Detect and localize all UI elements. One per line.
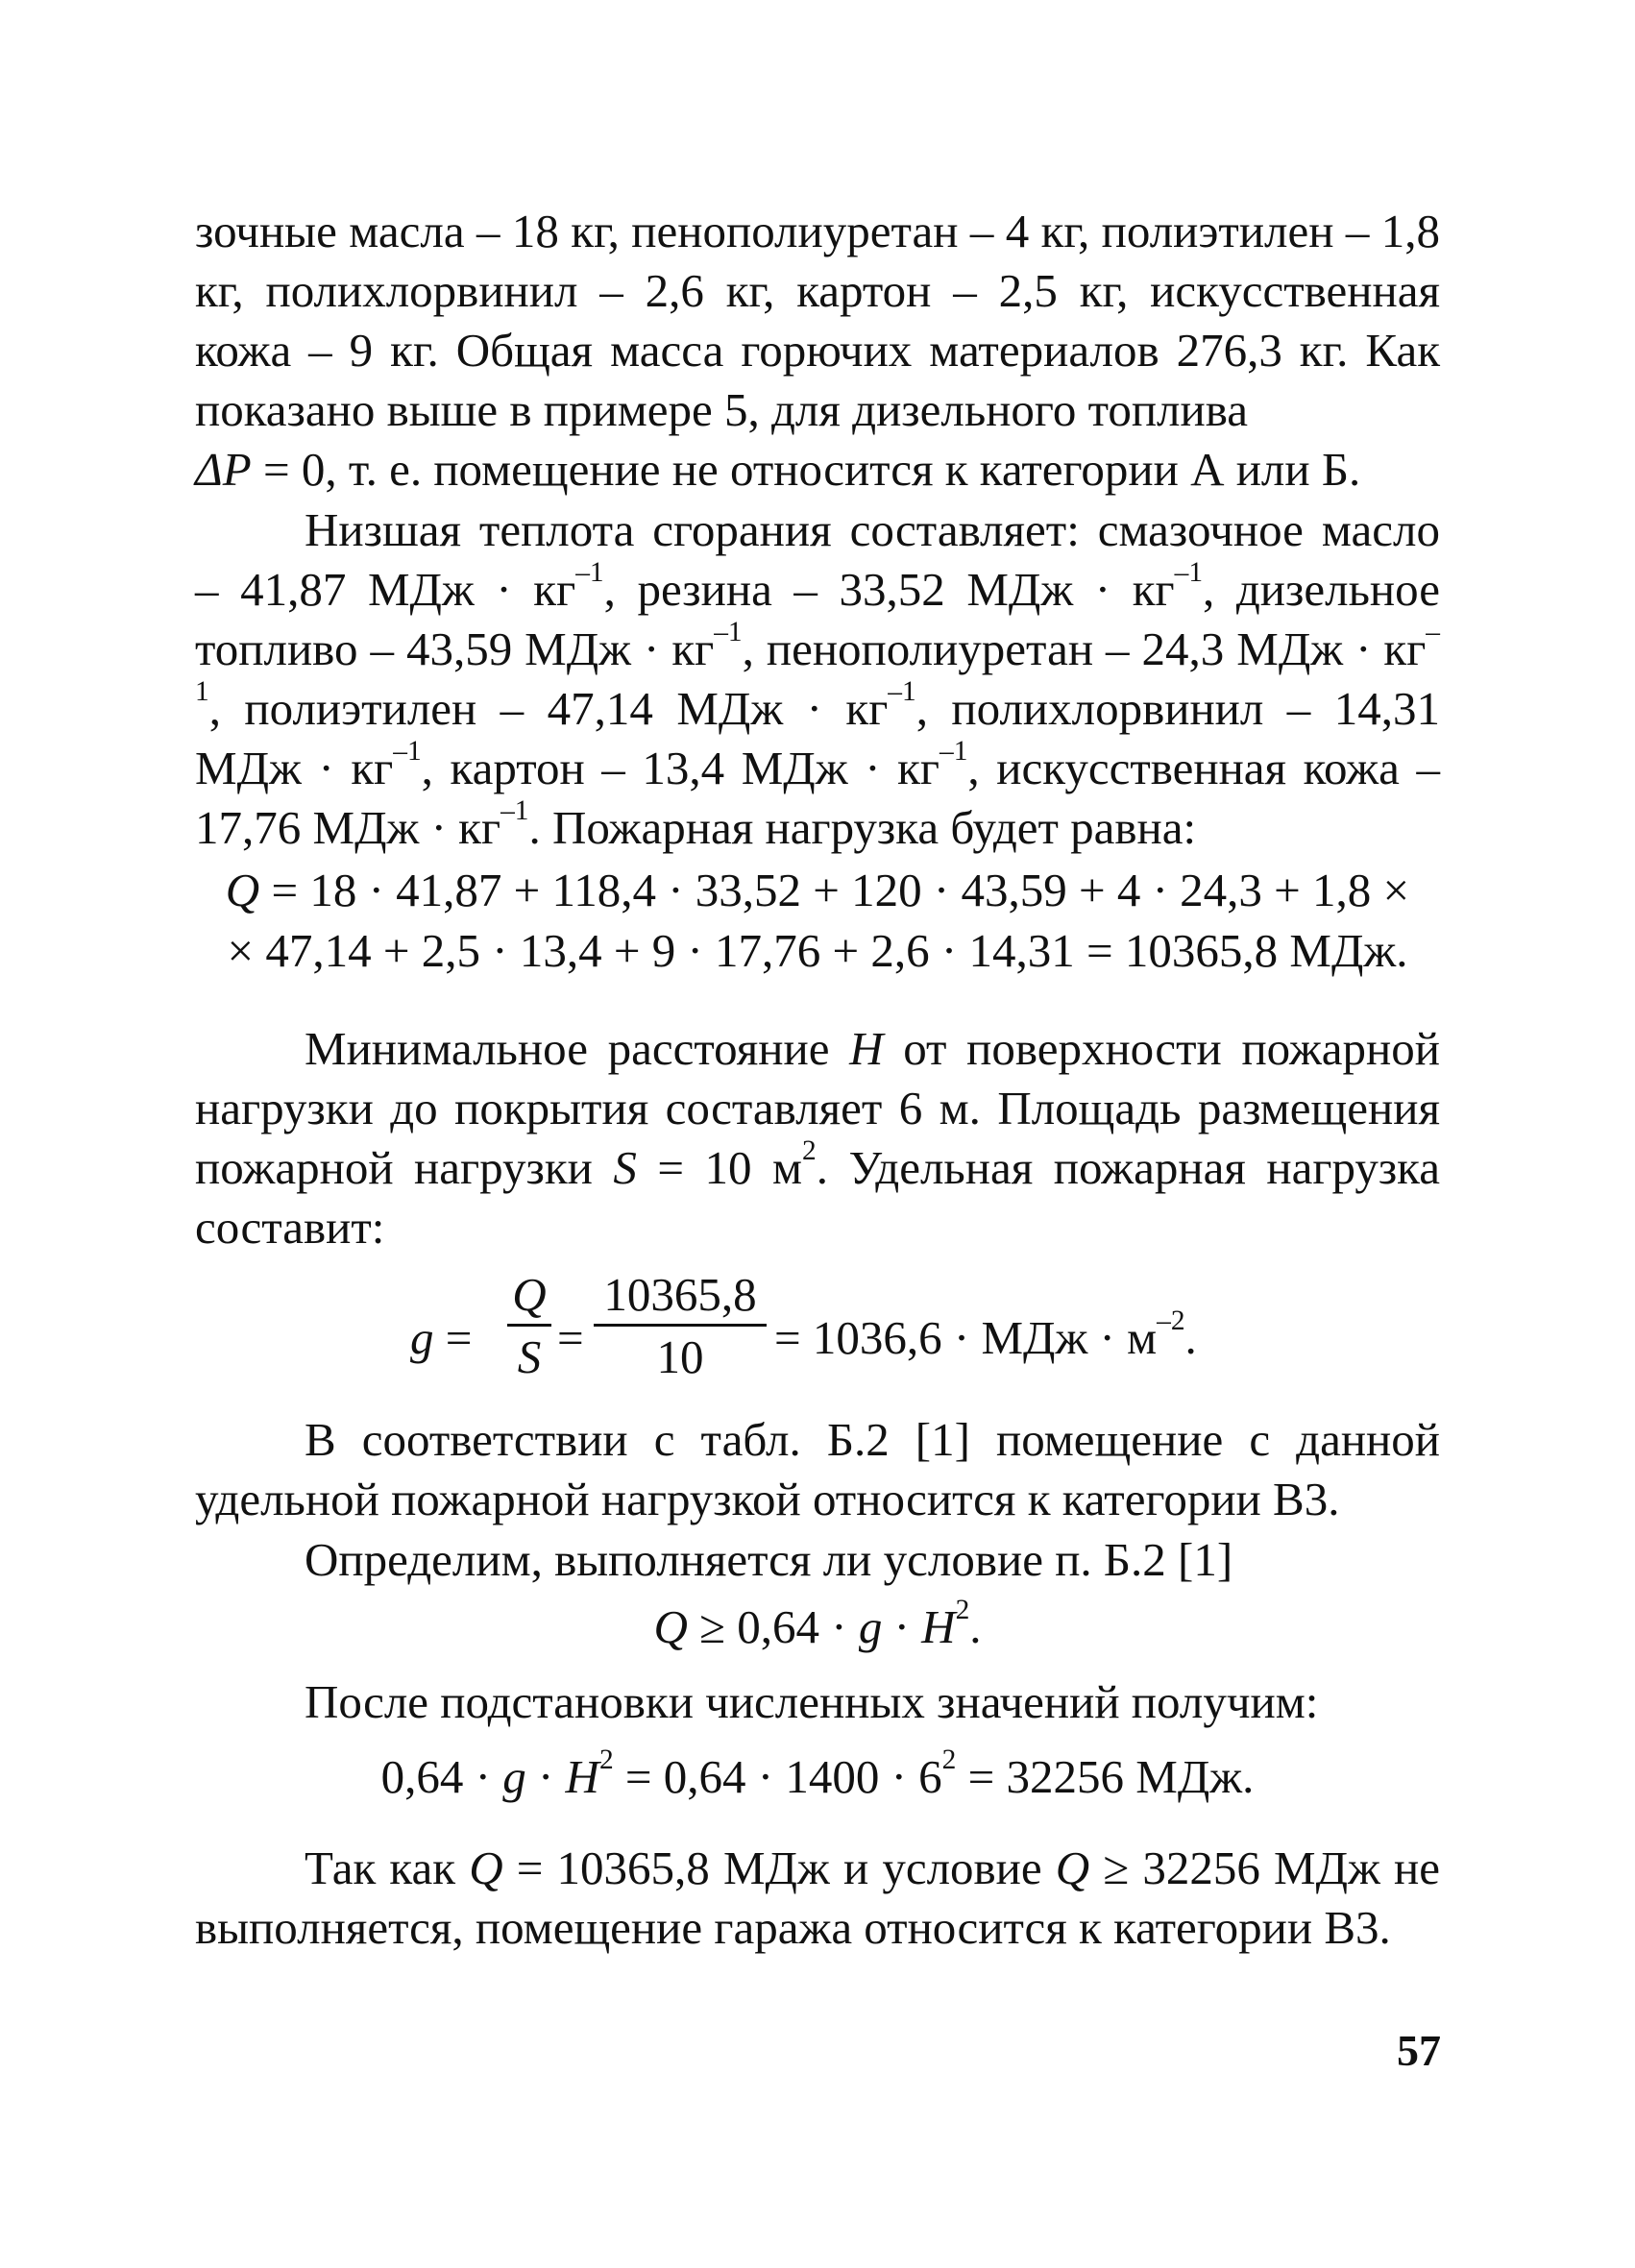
paragraph-5 [195,1530,1440,1590]
eq4-g: g [502,1750,526,1803]
eq2-numerator-value: 10365,8 [603,1268,757,1321]
eq3-h: H [921,1600,956,1653]
paragraph-7 [195,1839,1440,1958]
p7-q1: Q [469,1841,503,1894]
equation-4 [0,1744,1635,1807]
exp-2: –1 [1174,557,1204,589]
eq4-sq2: 2 [941,1744,957,1776]
paragraph-1-body: зочные масла – 18 кг, пенополиуретан – 4 кг, полиэтилен – 1,8 кг, полихлорвинил – 2,6 кг, картон – 2,5 кг, искусственная кожа – 9 кг. Общая масса горючих материалов 276,3 кг. Как показано выше в примере 5, для дизельного топлива [195,205,1440,436]
p3-s-symbol: S [613,1141,637,1194]
eq2-result [774,1305,1197,1368]
eq3-q: Q [653,1600,688,1653]
eq2-g-symbol: g [410,1311,434,1364]
eq4-sq: 2 [598,1744,614,1776]
exp-5: –1 [888,676,916,708]
p3-square-exp: 2 [802,1135,817,1167]
equation-1-line-2 [0,921,1635,981]
equation-1-line-1 [0,861,1635,920]
eq3-dot: · [882,1600,922,1653]
eq1-line1: = 18 · 41,87 + 118,4 · 33,52 + 120 · 43,59 + 4 · 24,3 + 1,8 × [259,864,1410,916]
p7-c: ≥ 32256 МДж не выполняется, помещение гаража относится к категории В3. [195,1841,1440,1954]
eq4-d: = 32256 МДж. [956,1750,1255,1803]
p2-part-h: , искусственная кожа – 17,76 МДж · кг [195,742,1440,854]
eq1-q-symbol: Q [225,864,260,916]
eq2-denominator-s: S [517,1330,542,1383]
eq3-mid: ≥ 0,64 · [687,1600,859,1653]
paragraph-4 [195,1410,1440,1529]
eq2-equals-2-text: = [557,1311,584,1364]
paragraph-3 [195,1019,1440,1257]
eq2-denominator-value: 10 [656,1330,704,1383]
eq2-exp: –2 [1157,1305,1185,1337]
exp-6: –1 [393,736,422,768]
p3-part-a: Минимальное расстояние [305,1022,850,1075]
equation-3 [0,1597,1635,1657]
eq2-equals-2 [557,1308,584,1368]
eq2-numerator-q: Q [512,1268,547,1321]
p2-part-a: Низшая теплота сгорания составляет: смазочное масло – 41,87 МДж · кг [195,503,1440,616]
delta-p-symbol: ΔP [195,443,252,496]
p3-part-c: = 10 м [636,1141,803,1194]
paragraph-5-text: Определим, выполняется ли условие п. Б.2 [1] [305,1533,1233,1586]
eq2-result-text: = 1036,6 · МДж · м [774,1311,1158,1364]
eq4-c: = 0,64 · 1400 · 6 [613,1750,942,1803]
eq2-fraction-q-s [507,1270,551,1382]
exp-7: –1 [940,736,968,768]
exp-4: –1 [195,617,1440,708]
eq2-fraction-values [594,1270,767,1382]
page-number: 57 [1397,2026,1441,2075]
paragraph-1-end: = 0, т. е. помещение не относится к категории А или Б. [251,443,1361,496]
fraction-bar [594,1324,767,1327]
p2-part-e: , полиэтилен – 47,14 МДж · кг [208,682,889,735]
eq4-a: 0,64 · [380,1750,503,1803]
eq2-g [410,1308,472,1368]
p2-part-c: , дизельное топливо – 43,59 МДж · кг [195,563,1440,675]
paragraph-7-text [195,1839,1440,1958]
paragraph-2-text [195,500,1440,858]
p2-part-d: , пенополиуретан – 24,3 МДж · кг [742,622,1427,675]
paragraph-1 [195,202,1440,500]
p2-part-g: , картон – 13,4 МДж · кг [421,742,940,794]
p7-a: Так как [305,1841,470,1894]
eq3-sq: 2 [955,1595,970,1626]
paragraph-6-text: После подстановки численных значений получим: [305,1675,1319,1728]
p7-q2: Q [1055,1841,1090,1894]
p2-part-f: , полихлорвинил – 14,31 МДж · кг [195,682,1440,794]
eq2-end: . [1184,1311,1197,1364]
p7-b: = 10365,8 МДж и условие [502,1841,1056,1894]
eq4-b: · [525,1750,566,1803]
p2-part-i: . Пожарная нагрузка будет равна: [528,801,1197,854]
p2-part-b: , резина – 33,52 МДж · кг [603,563,1175,616]
p3-h-symbol: H [849,1022,884,1075]
eq1-line2: × 47,14 + 2,5 · 13,4 + 9 · 17,76 + 2,6 · 14,31 = 10365,8 МДж. [227,924,1408,977]
p3-part-b: от поверхности пожарной нагрузки до покрытия составляет 6 м. Площадь размещения пожарной нагрузки [195,1022,1440,1194]
exp-1: –1 [575,557,604,589]
exp-3: –1 [714,617,743,648]
paragraph-2 [195,500,1440,858]
paragraph-3-text [195,1019,1440,1257]
eq3-g: g [858,1600,883,1653]
paragraph-4-text: В соответствии с табл. Б.2 [1] помещение с данной удельной пожарной нагрузкой относится к категории В3. [195,1413,1440,1525]
paragraph-6 [195,1672,1440,1732]
paragraph-1-text [195,202,1440,500]
exp-8: –1 [500,795,529,827]
eq2-equals-1: = [445,1311,473,1364]
eq3-end: . [969,1600,982,1653]
fraction-bar [507,1324,551,1327]
eq4-h: H [565,1750,599,1803]
p3-part-d: . Удельная пожарная нагрузка составит: [195,1141,1440,1254]
